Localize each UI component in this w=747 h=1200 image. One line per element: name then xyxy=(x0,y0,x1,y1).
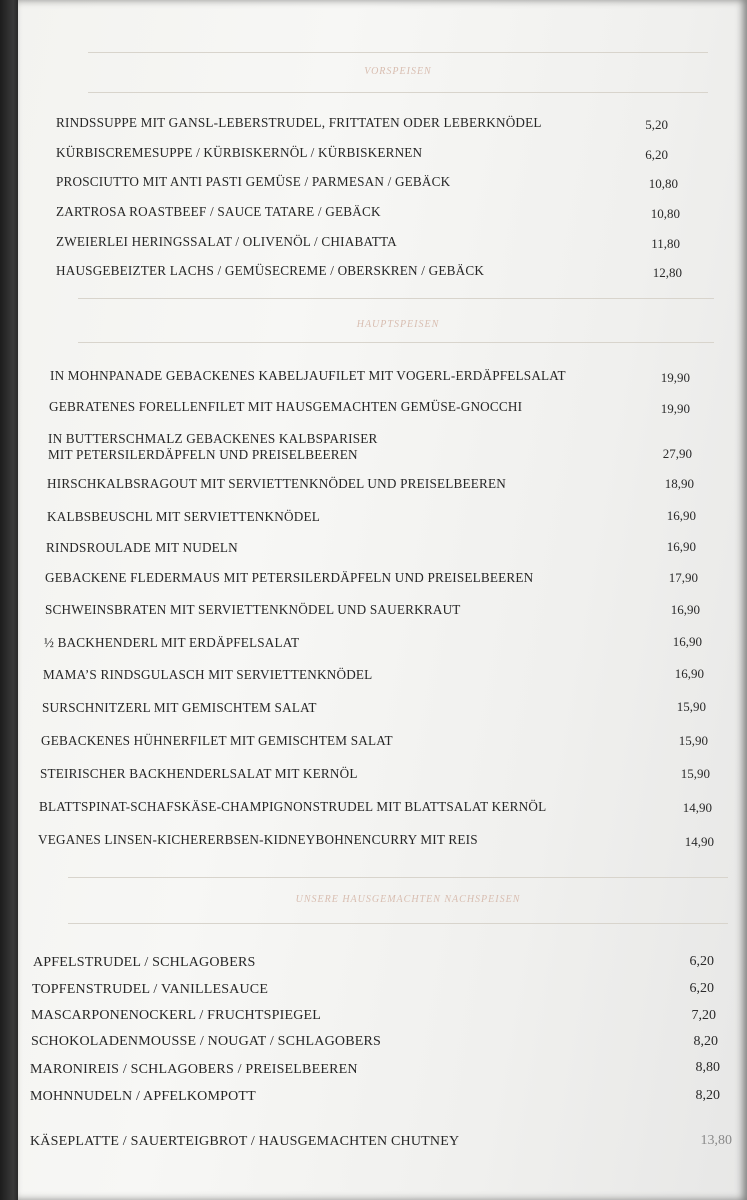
menu-item-price: 10,80 xyxy=(650,206,680,221)
divider xyxy=(78,342,714,343)
menu-item-name: HAUSGEBEIZTER LACHS / GEMÜSECREME / OBERSKREN / GEBÄCK xyxy=(56,263,485,278)
divider xyxy=(88,52,708,53)
menu-item-price: 14,90 xyxy=(682,800,712,815)
divider xyxy=(88,92,708,93)
menu-item-name: IN BUTTERSCHMALZ GEBACKENES KALBSPARISER xyxy=(48,431,378,446)
section-title-hauptspeisen: HAUPTSPEISEN xyxy=(356,319,440,330)
divider xyxy=(68,877,728,878)
menu-item-name: TOPFENSTRUDEL / VANILLESAUCE xyxy=(32,982,269,997)
menu-item-price: 27,90 xyxy=(662,446,692,461)
menu-item-price: 8,80 xyxy=(695,1060,720,1075)
menu-item-price: 8,20 xyxy=(693,1034,718,1049)
menu-item-price: 11,80 xyxy=(651,236,680,251)
menu-item-price: 16,90 xyxy=(666,508,696,523)
menu-item-name: MOHNNUDELN / APFELKOMPOTT xyxy=(30,1089,256,1104)
menu-item-price: 7,20 xyxy=(691,1008,716,1023)
menu-item-name: RINDSSUPPE MIT GANSL-LEBERSTRUDEL, FRITTATEN ODER LEBERKNÖDEL xyxy=(56,115,542,130)
menu-item-price: 15,90 xyxy=(678,733,708,748)
menu-item-price: 19,90 xyxy=(660,401,690,416)
menu-item-price: 16,90 xyxy=(674,666,704,681)
menu-item-price: 8,20 xyxy=(695,1088,720,1103)
menu-item-name: APFELSTRUDEL / SCHLAGOBERS xyxy=(33,955,256,970)
section-title-nachspeisen: UNSERE HAUSGEMACHTEN NACHSPEISEN xyxy=(295,894,521,905)
menu-item-name: KALBSBEUSCHL MIT SERVIETTENKNÖDEL xyxy=(47,509,320,524)
menu-item-name: ZARTROSA ROASTBEEF / SAUCE TATARE / GEBÄCK xyxy=(56,204,381,219)
menu-item-name: VEGANES LINSEN-KICHERERBSEN-KIDNEYBOHNENCURRY MIT REIS xyxy=(38,832,478,847)
menu-item-name: MARONIREIS / SCHLAGOBERS / PREISELBEEREN xyxy=(30,1062,358,1077)
menu-item-price: 15,90 xyxy=(676,699,706,714)
menu-item-name: RINDSROULADE MIT NUDELN xyxy=(46,540,238,555)
menu-item-price: 6,20 xyxy=(689,981,714,996)
menu-item-name: IN MOHNPANADE GEBACKENES KABELJAUFILET MIT VOGERL-ERDÄPFELSALAT xyxy=(50,368,566,383)
menu-item-price: 14,90 xyxy=(684,834,714,849)
menu-item-name: MASCARPONENOCKERL / FRUCHTSPIEGEL xyxy=(31,1008,322,1023)
menu-item-price: 16,90 xyxy=(670,602,700,617)
menu-item-price: 17,90 xyxy=(668,570,698,585)
menu-item-name: STEIRISCHER BACKHENDERLSALAT MIT KERNÖL xyxy=(40,766,358,781)
menu-item-price: 18,90 xyxy=(664,476,694,491)
divider xyxy=(78,298,714,299)
menu-item-price: 5,20 xyxy=(645,117,668,132)
menu-item-name: KÄSEPLATTE / SAUERTEIGBROT / HAUSGEMACHTEN CHUTNEY xyxy=(30,1134,460,1149)
menu-item-price: 12,80 xyxy=(652,265,682,280)
menu-item-name: SCHOKOLADENMOUSSE / NOUGAT / SCHLAGOBERS xyxy=(31,1034,382,1049)
menu-item-price: 16,90 xyxy=(666,539,696,554)
menu-page xyxy=(18,0,747,1200)
menu-item-price: 15,90 xyxy=(680,766,710,781)
menu-item-name: KÜRBISCREMESUPPE / KÜRBISKERNÖL / KÜRBISKERNEN xyxy=(56,145,423,160)
menu-item-name: BLATTSPINAT-SCHAFSKÄSE-CHAMPIGNONSTRUDEL MIT BLATTSALAT KERNÖL xyxy=(39,799,547,814)
menu-item-name-line2: MIT PETERSILERDÄPFELN UND PREISELBEEREN xyxy=(48,447,358,462)
menu-item-name: ZWEIERLEI HERINGSSALAT / OLIVENÖL / CHIABATTA xyxy=(56,234,397,249)
menu-item-price: 16,90 xyxy=(672,634,702,649)
divider xyxy=(68,923,728,924)
menu-item-name: MAMA’S RINDSGULASCH MIT SERVIETTENKNÖDEL xyxy=(43,667,373,682)
menu-item-name: GEBRATENES FORELLENFILET MIT HAUSGEMACHTEN GEMÜSE-GNOCCHI xyxy=(49,399,523,414)
menu-item-price: 19,90 xyxy=(660,370,690,385)
menu-item-price: 6,20 xyxy=(645,147,668,162)
menu-item-name: GEBACKENE FLEDERMAUS MIT PETERSILERDÄPFELN UND PREISELBEEREN xyxy=(45,570,534,585)
menu-item-name: SCHWEINSBRATEN MIT SERVIETTENKNÖDEL UND SAUERKRAUT xyxy=(45,602,461,617)
menu-item-name: HIRSCHKALBSRAGOUT MIT SERVIETTENKNÖDEL UND PREISELBEEREN xyxy=(47,476,507,491)
menu-item-price: 13,80 xyxy=(700,1133,732,1148)
menu-item-price: 6,20 xyxy=(689,954,714,969)
menu-item-name: PROSCIUTTO MIT ANTI PASTI GEMÜSE / PARMESAN / GEBÄCK xyxy=(56,174,451,189)
menu-item-name: ½ BACKHENDERL MIT ERDÄPFELSALAT xyxy=(44,635,300,650)
menu-item-price: 10,80 xyxy=(648,176,678,191)
menu-item-name: SURSCHNITZERL MIT GEMISCHTEM SALAT xyxy=(42,700,317,715)
menu-item-name: GEBACKENES HÜHNERFILET MIT GEMISCHTEM SALAT xyxy=(41,733,393,748)
section-title-vorspeisen: VORSPEISEN xyxy=(364,66,432,77)
